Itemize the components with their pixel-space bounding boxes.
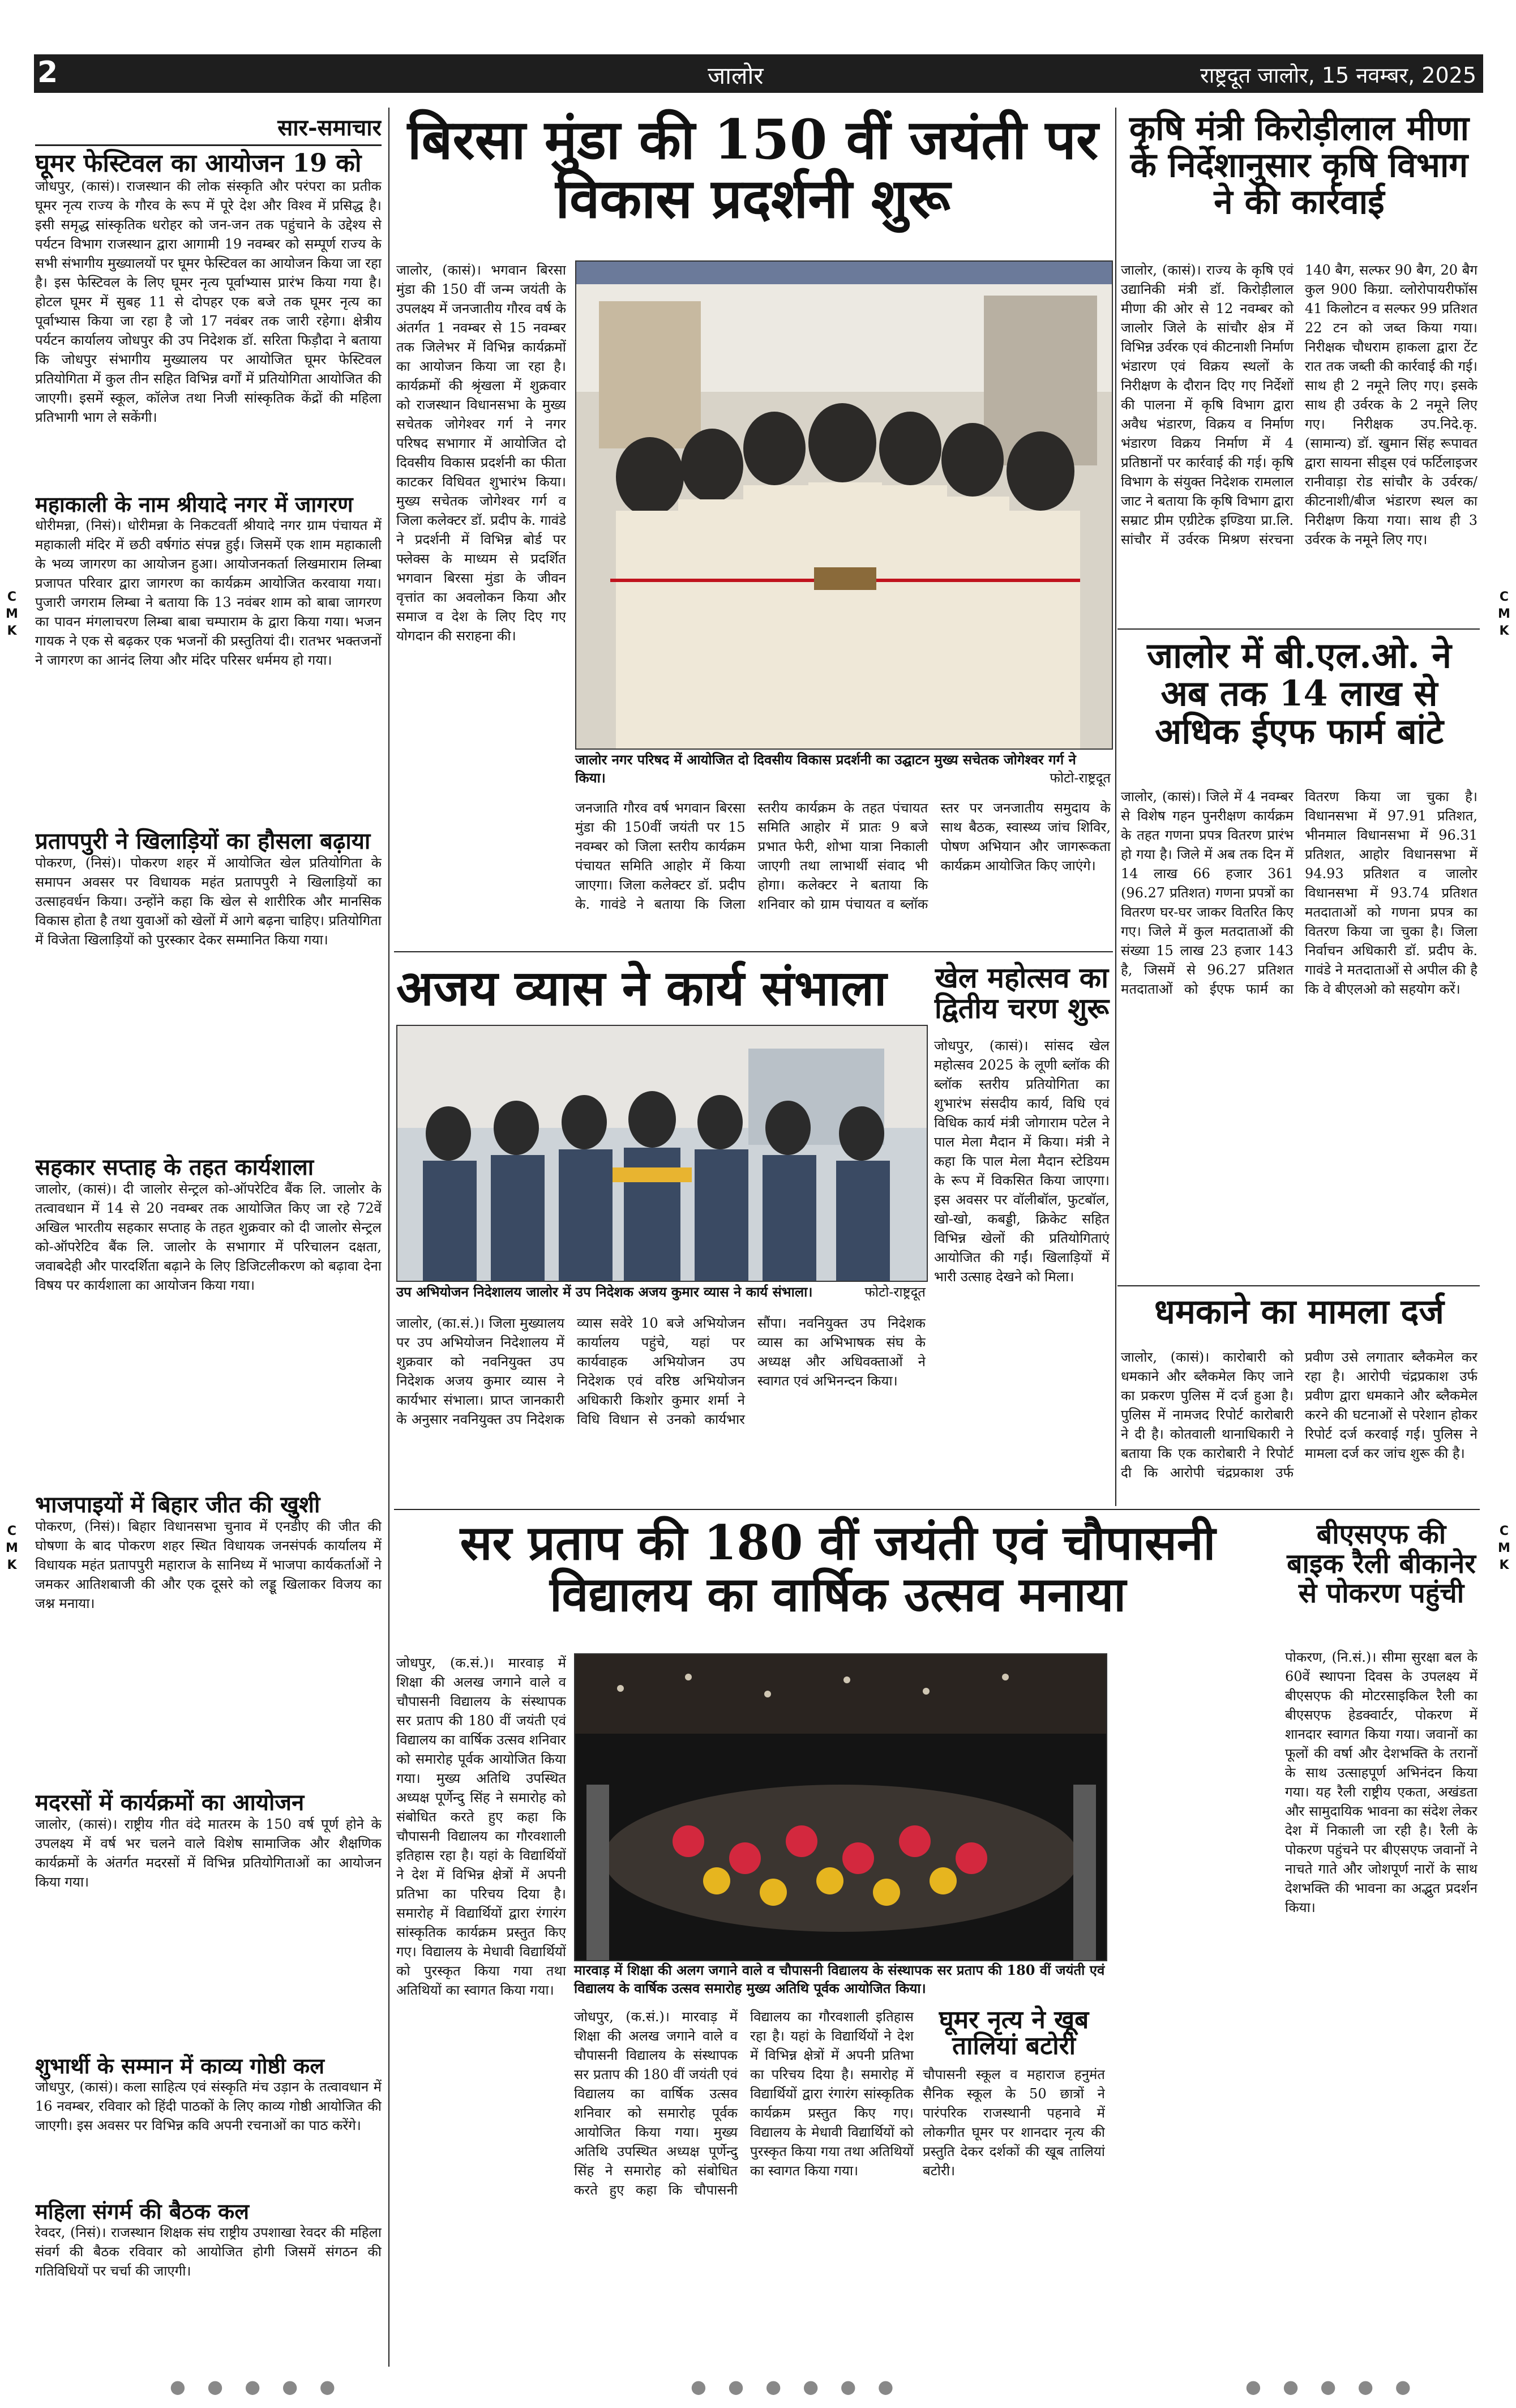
left-column xyxy=(35,111,382,2364)
ribbon-cutting-photo xyxy=(576,262,1112,749)
rule-ajay-pratap xyxy=(394,1509,1480,1510)
story-head: मदरसों में कार्यक्रमों का आयोजन xyxy=(35,1789,305,1816)
story-text: जालोर, (कासं)। राष्ट्रीय गीत वंदे मातरम के 150 वर्ष पूर्ण होने के उपलक्ष्य में वर्ष भर चलने वाले विशेष सामाजिक और शैक्षणिक कार्यक्रमों के अंतर्गत मदरसों में विभिन्न प्रतियोगिताओं का आयोजन किया गया। xyxy=(35,1816,382,1891)
ajay-text: जालोर, (का.सं.)। जिला मुख्यालय पर उप अभियोजन निदेशालय में शुक्रवार को नवनियुक्त उप निदेशक अजय कुमार व्यास ने कार्यभार संभाला। प्राप्त जानकारी के अनुसार नवनियुक्त उप निदेशक व्यास सवेरे 10 बजे अभियोजन कार्यालय पहुंचे, यहां पर कार्यवाहक अभियोजन उप निदेशक एवं वरिष्ठ अभियोजन अधिकारी किशोर कुमार शर्मा ने विधि विधान से उनको कार्यभार सौंपा। नवनियुक्त उप निदेशक व्यास का अभिभाषक संघ के अध्यक्ष और अधिवक्ताओं ने स्वागत एवं अभिनन्दन किया। xyxy=(396,1315,926,1427)
agri-headline: कृषि मंत्री किरोड़ीलाल मीणा के निर्देशानुसार कृषि विभाग ने की कार्रवाई xyxy=(1129,109,1470,222)
kicker: सार-समाचार xyxy=(35,111,382,146)
mark-k: K xyxy=(7,1558,17,1572)
mark-m: M xyxy=(6,607,18,621)
birsa-photo xyxy=(575,260,1113,750)
birsa-credit: फोटो-राष्ट्रदूत xyxy=(1050,770,1111,786)
rule-agri-bla xyxy=(1117,628,1480,630)
pratap-headline: सर प्रताप की 180 वीं जयंती एवं चौपासनी विद्यालय का वार्षिक उत्सव मनाया xyxy=(460,1515,1216,1622)
bsf-headline: बीएसएफ की बाइक रैली बीकानेर से पोकरण पहुंची xyxy=(1287,1519,1476,1609)
footer-dots-right: ● ● ● ● ● xyxy=(1245,2376,1419,2397)
pratap-sub-box xyxy=(923,2007,1105,2337)
page-number: 2 xyxy=(37,55,58,89)
rule-birsa-ajay xyxy=(394,951,1113,952)
story-head: महाकाली के नाम श्रीयादे नगर में जागरण xyxy=(35,491,353,517)
office-group-photo xyxy=(397,1026,927,1281)
edition-city: जालोर xyxy=(708,62,764,89)
story-text: पोकरण, (निसं)। पोकरण शहर में आयोजित खेल प्रतियोगिता के समापन अवसर पर विधायक महंत प्रतापपुरी ने खिलाड़ियों का उत्साहवर्धन किया। उन्होंने कहा कि खेल से शारीरिक और मानसिक विकास होता है तथा युवाओं को खेलों में आगे बढ़ना चाहिए। प्रतियोगिता में विजेता खिलाड़ियों को पुरस्कार देकर सम्मानित किया गया। xyxy=(35,855,382,948)
date-line: राष्ट्रदूत जालोर, 15 नवम्बर, 2025 xyxy=(1200,63,1476,88)
mark-m: M xyxy=(1498,1541,1510,1555)
story-head: घूमर फेस्टिवल का आयोजन 19 को xyxy=(35,149,362,178)
bsf-text: पोकरण, (नि.सं.)। सीमा सुरक्षा बल के 60वें स्थापना दिवस के उपलक्ष्य में बीएसएफ की मोटरसाइकिल रैली का बीएसएफ हेडक्वार्टर, पोकरण में शानदार स्वागत किया गया। जवानों का फूलों की वर्षा और देशभक्ति के तरानों के साथ उत्साहपूर्ण अभिनंदन किया गया। यह रैली राष्ट्रीय एकता, अखंडता और सामुदायिक भावना का संदेश लेकर देश में निकाली जा रही है। रैली के पोकरण पहुंचने पर बीएसएफ जवानों ने नाचते गाते और जोशपूर्ण नारों के साथ देशभक्ति की भावना का अद्भुत प्रदर्शन किया। xyxy=(1285,1649,1478,1915)
ajay-caption-box xyxy=(396,1283,926,1301)
ajay-credit: फोटो-राष्ट्रदूत xyxy=(864,1284,926,1300)
stage-performance-photo xyxy=(575,1654,1106,1960)
side-marks-right-bottom xyxy=(1496,1523,1513,1574)
mark-k: K xyxy=(1499,1558,1509,1572)
story-jagran xyxy=(35,493,382,822)
story-bihar xyxy=(35,1493,382,1783)
story-sahkar xyxy=(35,1156,382,1485)
story-mahila xyxy=(35,2200,382,2308)
threat-headline: धमकाने का मामला दर्ज xyxy=(1154,1292,1444,1332)
story-text: रेवदर, (निसं)। राजस्थान शिक्षक संघ राष्ट्रीय उपशाखा रेवदर की महिला संवर्ग की बैठक रविवार को आयोजित होगी जिसमें संगठन की गतिविधियों पर चर्चा की जाएगी। xyxy=(35,2224,382,2279)
birsa-caption: जालोर नगर परिषद में आयोजित दो दिवसीय विकास प्रदर्शनी का उद्घाटन मुख्य सचेतक जोगेश्वर गर्ग ने किया। xyxy=(575,751,1076,786)
bla-headline: जालोर में बी.एल.ओ. ने अब तक 14 लाख से अधिक ईएफ फार्म बांटे xyxy=(1147,635,1451,752)
footer-dots-left: ● ● ● ● ● xyxy=(170,2376,344,2397)
story-head: भाजपाइयों में बिहार जीत की खुशी xyxy=(35,1491,320,1519)
story-text: धोरीमन्ना, (निसं)। धोरीमन्ना के निकटवर्ती श्रीयादे नगर ग्राम पंचायत में महाकाली मंदिर में छठी वर्षगांठ संपन्न हुई। जिसमें एक शाम महाकाली के भव्य जागरण का आयोजन हुआ। आयोजनकर्ता लिखमाराम लिम्बा प्रजापत परिवार द्वारा जागरण का कार्यक्रम आयोजित करवाया गया। पुजारी जगराम लिम्बा ने बताया कि 13 नवंबर शाम को बाबा जागरण का पावन मंगलाचरण लिम्बा बाबा चम्पाराम के द्वारा किया गया। भजन गायक ने एक से बढ़कर एक भजनों की प्रस्तुतियां दी। रातभर भक्तजनों ने जागरण का आनंद लिया और मंदिर परिसर धर्ममय हो गया। xyxy=(35,517,382,669)
mark-k: K xyxy=(7,624,17,638)
story-text: जालोर, (कासं)। दी जालोर सेन्ट्रल को-ऑपरेटिव बैंक लि. जालोर के तत्वावधान में 14 से 20 नवम्बर तक आयोजित किए जा रहे 72वें अखिल भारतीय सहकार सप्ताह के तहत शुक्रवार को दी जालोर सेन्ट्रल को-ऑपरेटिव बैंक लि. जालोर के सभागार में परिचालन दक्षता, जवाबदेही और पारदर्शिता बढ़ाने के लिए डिजिटलीकरण को बढ़ावा देना विषय पर कार्यशाला का आयोजन किया गया। xyxy=(35,1181,382,1294)
ajay-headline: अजय व्यास ने कार्य संभाला xyxy=(396,960,887,1017)
story-madarsa xyxy=(35,1791,382,2047)
rule-bla-threat xyxy=(1117,1285,1480,1286)
story-head: महिला संगर्म की बैठक कल xyxy=(35,2198,250,2224)
footer-dots-center: ● ● ● ● ● ● xyxy=(691,2376,902,2397)
side-marks-top xyxy=(3,589,20,640)
pratap-text-2: जोधपुर, (क.सं.)। मारवाड़ में शिक्षा की अलख जगाने वाले व चौपासनी विद्यालय के संस्थापक सर प्रताप की 180 वीं जयंती एवं विद्यालय का वार्षिक उत्सव शनिवार को समारोह पूर्वक आयोजित किया गया। मुख्य अतिथि उपस्थित अध्यक्ष पूर्णेन्दु सिंह ने समारोह को संबोधित करते हुए कहा कि चौपासनी विद्यालय का गौरवशाली इतिहास रहा है। यहां के विद्यार्थियों ने देश में विभिन्न क्षेत्रों में अपनी प्रतिभा का परिचय दिया है। समारोह में विद्यार्थियों द्वारा रंगारंग सांस्कृतिक कार्यक्रम प्रस्तुत किए गए। विद्यालय के मेधावी विद्यार्थियों को पुरस्कृत किया गया तथा अतिथियों का स्वागत किया गया। xyxy=(574,2009,914,2198)
mark-c: C xyxy=(1499,590,1509,604)
pratap-text: जोधपुर, (क.सं.)। मारवाड़ में शिक्षा की अलख जगाने वाले व चौपासनी विद्यालय के संस्थापक सर प्रताप की 180 वीं जयंती एवं विद्यालय का वार्षिक उत्सव शनिवार को समारोह पूर्वक आयोजित किया गया। मुख्य अतिथि उपस्थित अध्यक्ष पूर्णेन्दु सिंह ने समारोह को संबोधित करते हुए कहा कि चौपासनी विद्यालय का गौरवशाली इतिहास रहा है। यहां के विद्यार्थियों ने देश में विभिन्न क्षेत्रों में अपनी प्रतिभा का परिचय दिया है। समारोह में विद्यार्थियों द्वारा रंगारंग सांस्कृतिक कार्यक्रम प्रस्तुत किए गए। विद्यालय के मेधावी विद्यार्थियों को पुरस्कृत किया गया तथा अतिथियों का स्वागत किया गया। xyxy=(396,1655,566,1998)
story-head: शुभार्थी के सम्मान में काव्य गोष्ठी कल xyxy=(35,2053,324,2079)
khel-text: जोधपुर, (कासं)। सांसद खेल महोत्सव 2025 के लूणी ब्लॉक की ब्लॉक स्तरीय प्रतियोगिता का शुभारंभ संसदीय कार्य, विधि एवं विधिक कार्य मंत्री जोगाराम पटेल ने पाल मेला मैदान में किया। मंत्री ने कहा कि पाल मेला मैदान स्टेडियम के रूप में विकसित किया जाएगा। इस अवसर पर वॉलीबॉल, फुटबॉल, खो-खो, कबड्डी, क्रिकेट सहित विभिन्न खेलों की प्रतियोगिताएं आयोजित की गईं। खिलाड़ियों में भारी उत्साह देखने को मिला। xyxy=(934,1038,1110,1285)
mark-m: M xyxy=(1498,607,1510,621)
khel-headline: खेल महोत्सव का द्वितीय चरण शुरू xyxy=(934,961,1110,1025)
story-text: पोकरण, (निसं)। बिहार विधानसभा चुनाव में एनडीए की जीत की घोषणा के बाद पोकरण शहर स्थित विधायक जनसंपर्क कार्यालय में विधायक महंत प्रतापपुरी महाराज के सानिध्य में भाजपा कार्यकर्ताओं ने जमकर आतिशबाजी की और एक दूसरे को लड्डू खिलाकर विजय का जश्न मनाया। xyxy=(35,1519,382,1612)
story-pratappuri xyxy=(35,829,382,1148)
mark-c: C xyxy=(7,590,17,604)
pratap-caption: मारवाड़ में शिक्षा की अलग जगाने वाले व चौपासनी विद्यालय के संस्थापक सर प्रताप की 180 वीं जयंती एवं विद्यालय के वार्षिक उत्सव समारोह मुख्य अतिथि पूर्वक आयोजित किया। xyxy=(574,1962,1105,1996)
pratap-photo xyxy=(574,1653,1107,1961)
story-head: प्रतापपुरी ने खिलाड़ियों का हौसला बढ़ाया xyxy=(35,828,371,855)
story-ghoomar xyxy=(35,151,382,485)
mark-m: M xyxy=(6,1541,18,1555)
agri-text: जालोर, (कासं)। राज्य के कृषि एवं उद्यानिकी मंत्री डॉ. किरोड़ीलाल मीणा की ओर से 12 नवम्बर को जालोर जिले के सांचौर क्षेत्र में विभिन्न उर्वरक एवं कीटनाशी निर्माण भंडारण एवं विक्रय स्थलों के निरीक्षण के दौरान दिए गए निर्देशों की पालना में कृषि विभाग द्वारा अवैध भंडारण, विक्रय व निर्माण भंडारण विक्रय निर्माण में 4 प्रतिष्ठानों पर कार्रवाई की गई। कृषि विभाग के संयुक्त निदेशक रामलाल जाट ने बताया कि कृषि विभाग द्वारा सम्राट प्रीम एग्रीटेक इण्डिया प्रा.लि. सांचौर में उर्वरक मिश्रण संरचना 140 बैग, सल्फर 90 बैग, 20 बैग कुल 900 किग्रा. व्लोरोपायरीफॉस 41 किलोटन व सल्फर 99 प्रतिशत 22 टन को जब्त किया गया। निरीक्षक चौधराम हाकला द्वारा टेंट रात तक जब्ती की कार्रवाई की गई। साथ ही 2 नमूने लिए गए। इसके साथ ही उर्वरक के 2 नमूने लिए गए। निरीक्षक उप.निदे.कृ. (सामान्य) डॉ. खुमान सिंह रूपावत द्वारा सायना सीड्स एवं फर्टिलाइजर रानीवाड़ा रोड सांचौर के उर्वरक/कीटनाशी/बीज भंडारण स्थल का निरीक्षण किया गया। साथ ही 3 उर्वरक के नमूने लिए गए। xyxy=(1121,262,1478,548)
column-rule-left xyxy=(388,108,389,2367)
story-head: सहकार सप्ताह के तहत कार्यशाला xyxy=(35,1154,314,1181)
ajay-caption: उप अभियोजन निदेशालय जालोर में उप निदेशक अजय कुमार व्यास ने कार्य संभाला। xyxy=(396,1284,813,1300)
column-rule-right xyxy=(1115,108,1116,1506)
pratap-sub-text: चौपासनी स्कूल व महाराज हनुमंत सैनिक स्कूल के 50 छात्रों ने पारंपरिक राजस्थानी पहनावे में लोकगीत घूमर पर शानदार नृत्य की प्रस्तुति देकर दर्शकों की खूब तालियां बटोरी। xyxy=(923,2067,1105,2179)
mark-c: C xyxy=(7,1524,17,1538)
story-goshthi xyxy=(35,2055,382,2193)
birsa-text-2: जनजाति गौरव वर्ष भगवान बिरसा मुंडा की 150वीं जयंती पर 15 नवम्बर को जिला स्तरीय कार्यक्रम पंचायत समिति आहोर में किया जाएगा। जिला कलेक्टर डॉ. प्रदीप के. गावंडे ने बताया कि जिला स्तरीय कार्यक्रम के तहत पंचायत समिति आहोर में प्रातः 9 बजे प्रभात फेरी, शोभा यात्रा निकाली जाएगी तथा लाभार्थी संवाद भी होगा। कलेक्टर ने बताया कि शनिवार को ग्राम पंचायत व ब्लॉक स्तर पर जनजातीय समुदाय के साथ बैठक, स्वास्थ्य जांच शिविर, पोषण अभियान और जागरूकता कार्यक्रम आयोजित किए जाएंगे। xyxy=(575,800,1111,912)
birsa-caption-box xyxy=(575,751,1111,787)
story-text: जोधपुर, (कासं)। कला साहित्य एवं संस्कृति मंच उड़ान के तत्वावधान में 16 नवम्बर, रविवार को हिंदी पाठकों के लिए काव्य गोष्ठी आयोजित की जाएगी। इस अवसर पर विभिन्न कवि अपनी रचनाओं का पाठ करेंगे। xyxy=(35,2078,382,2133)
threat-text: जालोर, (कासं)। कारोबारी को धमकाने और ब्लैकमेल किए जाने का प्रकरण पुलिस में दर्ज हुआ है। पुलिस में नामजद रिपोर्ट कारोबारी ने दी है। कोतवाली थानाधिकारी ने बताया कि एक कारोबारी ने रिपोर्ट दी कि आरोपी चंद्रप्रकाश उर्फ प्रवीण उसे लगातार ब्लैकमेल कर रहा है। आरोपी चंद्रप्रकाश उर्फ प्रवीण द्वारा धमकाने और ब्लैकमेल करने की घटनाओं से परेशान होकर रिपोर्ट दर्ज करवाई गई। पुलिस ने मामला दर्ज कर जांच शुरू की है। xyxy=(1121,1349,1478,1481)
birsa-headline: बिरसा मुंडा की 150 वीं जयंती पर विकास प्रदर्शनी शुरू xyxy=(407,108,1099,230)
story-text: जोधपुर, (कासं)। राजस्थान की लोक संस्कृति और परंपरा का प्रतीक घूमर नृत्य राज्य के गौरव के रूप में पूरे देश और विश्व में प्रसिद्ध है। इसी समृद्ध सांस्कृतिक धरोहर को जन-जन तक पहुंचाने के उद्देश्य से पर्यटन विभाग राजस्थान द्वारा आगामी 19 नवम्बर को सम्पूर्ण राज्य के सभी संभागीय मुख्यालयों पर घूमर फेस्टिवल का आयोजन किया जा रहा है। इस फेस्टिवल के लिए घूमर नृत्य पूर्वाभ्यास प्रारंभ किया गया है। होटल घूमर में सुबह 11 से दोपहर एक बजे तक घूमर नृत्य का पूर्वाभ्यास किया जा रहा है जो 17 नवंबर तक जारी रहेगा। क्षेत्रीय पर्यटन कार्यालय जोधपुर की उप निदेशक डॉ. सरिता फिड़ौदा ने बताया कि जोधपुर संभागीय मुख्यालय पर आयोजित घूमर फेस्टिवल प्रतियोगिता में कुल तीन सहित विभिन्न वर्गों में प्रतियोगिता आयोजित की जाएगी। इसमें स्कूल, कॉलेज तथा निजी सांस्कृतिक केंद्रों की महिला प्रतिभागी भाग ले सकेंगी। xyxy=(35,178,382,426)
mark-c: C xyxy=(1499,1524,1509,1538)
side-marks-bottom xyxy=(3,1523,20,1574)
side-marks-right-top xyxy=(1496,589,1513,640)
birsa-text: जालोर, (कासं)। भगवान बिरसा मुंडा की 150 वीं जन्म जयंती के उपलक्ष्य में जनजातीय गौरव वर्ष के अंतर्गत 1 नवम्बर से 15 नवम्बर तक जिलेभर में विभिन्न कार्यक्रमों का आयोजन किया जा रहा है। कार्यक्रमों की श्रृंखला में शुक्रवार को राजस्थान विधानसभा के मुख्य सचेतक जोगेश्वर गर्ग ने नगर परिषद सभागार में आयोजित दो दिवसीय विकास प्रदर्शनी का फीता काटकर विधिवत शुभारंभ किया। मुख्य सचेतक जोगेश्वर गर्ग व जिला कलेक्टर डॉ. प्रदीप के. गावंडे ने प्रदर्शनी में विभिन्न बोर्ड पर फ्लेक्स के माध्यम से प्रदर्शित भगवान बिरसा मुंडा के जीवन वृत्तांत का अवलोकन किया और समाज व देश के लिए दिए गए योगदान की सराहना की। xyxy=(396,262,566,644)
bla-text: जालोर, (कासं)। जिले में 4 नवम्बर से विशेष गहन पुनरीक्षण कार्यक्रम के तहत गणना प्रपत्र वितरण प्रारंभ हो गया है। जिले में अब तक दिन में 14 लाख 66 हजार 361 (96.27 प्रतिशत) गणना प्रपत्रों का वितरण घर-घर जाकर वितरित किए गए। जिले में कुल मतदाताओं की संख्या 15 लाख 23 हजार 143 है, जिसमें से 96.27 प्रतिशत मतदाताओं को ईएफ फार्म का वितरण किया जा चुका है। विधानसभा में 97.91 प्रतिशत, भीनमाल विधानसभा में 96.31 प्रतिशत, आहोर विधानसभा में 94.93 प्रतिशत व जालोर विधानसभा में 93.74 प्रतिशत मतदाताओं को गणना प्रपत्र का वितरण किया जा चुका है। जिला निर्वाचन अधिकारी डॉ. प्रदीप के. गावंडे ने मतदाताओं से अपील की है कि वे बीएलओ को सहयोग करें। xyxy=(1121,789,1478,997)
mark-k: K xyxy=(1499,624,1509,638)
pratap-sub-headline: घूमर नृत्य ने खूब तालियां बटोरी xyxy=(939,2005,1089,2061)
ajay-photo xyxy=(396,1025,928,1282)
